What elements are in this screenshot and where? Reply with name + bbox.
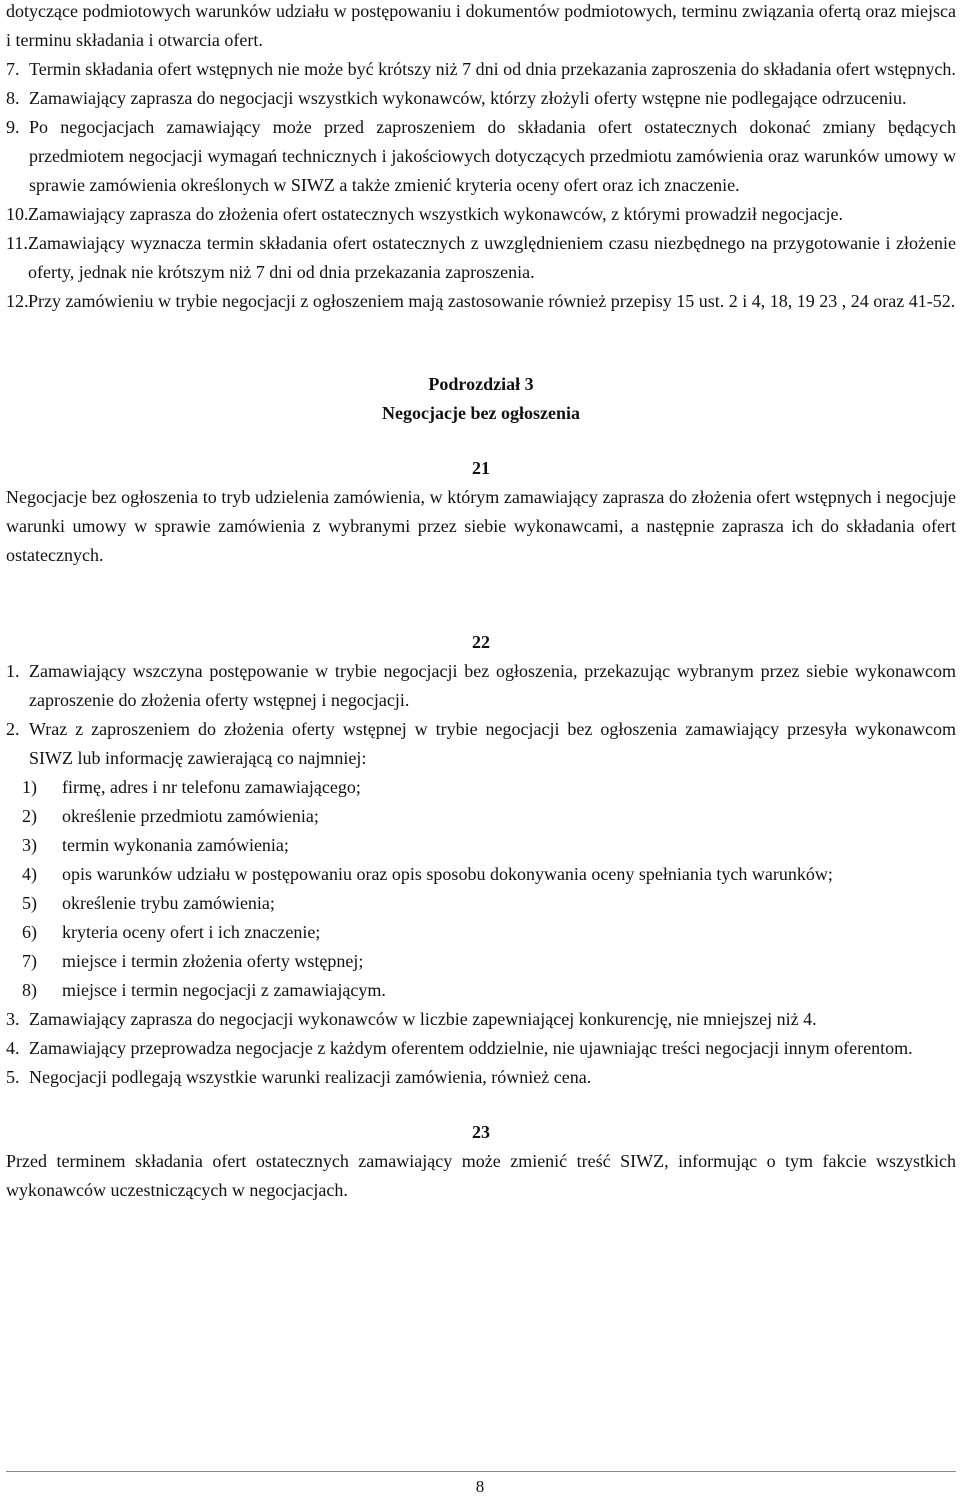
continuation-paragraph: dotyczące podmiotowych warunków udziału w postępowaniu i dokumentów podmiotowych, terminu związania ofertą oraz miejsca i terminu składania i otwarcia ofert.	[6, 1, 956, 50]
item-text: Przy zamówieniu w trybie negocjacji z ogłoszeniem mają zastosowanie również przepisy 15 ust. 2 i 4, 18, 19 23 , 24 oraz 41-52.	[28, 291, 956, 311]
sub-list-item	[6, 802, 956, 831]
item-text: Termin składania ofert wstępnych nie może być krótszy niż 7 dni od dnia przekazania zaproszenia do składania ofert wstępnych.	[29, 59, 956, 79]
item-text: Zamawiający zaprasza do złożenia ofert ostatecznych wszystkich wykonawców, z którymi prowadził negocjacje.	[28, 204, 843, 224]
item-text: Zamawiający zaprasza do negocjacji wszystkich wykonawców, którzy złożyli oferty wstępne nie podlegające odrzuceniu.	[29, 88, 907, 108]
item-number: 12.	[6, 291, 29, 311]
item-number: 2.	[6, 719, 20, 739]
list-item	[6, 715, 956, 773]
item-text: Zamawiający przeprowadza negocjacje z każdym oferentem oddzielnie, nie ujawniając treści negocjacji innym oferentom.	[29, 1038, 913, 1058]
item-text: Zamawiający wszczyna postępowanie w trybie negocjacji bez ogłoszenia, przekazując wybranym przez siebie wykonawcom zaproszenie do złożenia oferty wstępnej i negocjacji.	[29, 661, 956, 710]
item-number: 1.	[6, 661, 20, 681]
sub-item-text: opis warunków udziału w postępowaniu oraz opis sposobu dokonywania oceny spełniania tych warunków;	[62, 864, 833, 884]
page-number: 8	[475, 1477, 485, 1496]
item-number: 7.	[6, 59, 20, 79]
sub-list-item	[6, 831, 956, 860]
list-item	[6, 229, 956, 287]
sub-list-item	[6, 889, 956, 918]
list-item	[6, 55, 956, 84]
section-heading-23: 23	[472, 1122, 490, 1142]
item-number: 4.	[6, 1038, 20, 1058]
sub-item-text: określenie przedmiotu zamówienia;	[62, 806, 319, 826]
sub-item-number: 2)	[22, 806, 37, 826]
subsection-title: Podrozdział 3	[428, 374, 534, 394]
subsection-subtitle: Negocjacje bez ogłoszenia	[382, 403, 580, 423]
sub-list-item	[6, 976, 956, 1005]
list-item	[6, 84, 956, 113]
sub-item-text: firmę, adres i nr telefonu zamawiającego;	[62, 777, 361, 797]
sub-list-item	[6, 860, 956, 889]
sub-item-number: 3)	[22, 835, 37, 855]
document-page	[6, 0, 956, 1205]
list-item	[6, 1063, 956, 1092]
item-text: Wraz z zaproszeniem do złożenia oferty wstępnej w trybie negocjacji bez ogłoszenia zamawiający przesyła wykonawcom SIWZ lub informację zawierającą co najmniej:	[29, 719, 956, 768]
sub-list-item	[6, 947, 956, 976]
sub-item-number: 5)	[22, 893, 37, 913]
item-number: 10.	[6, 204, 29, 224]
item-number: 11.	[6, 233, 28, 253]
sub-item-text: miejsce i termin złożenia oferty wstępnej;	[62, 951, 364, 971]
item-text: Negocjacji podlegają wszystkie warunki realizacji zamówienia, również cena.	[29, 1067, 592, 1087]
item-number: 3.	[6, 1009, 20, 1029]
list-item	[6, 113, 956, 200]
sub-item-text: termin wykonania zamówienia;	[62, 835, 289, 855]
item-text: Po negocjacjach zamawiający może przed zaproszeniem do składania ofert ostatecznych dokonać zmiany będących przedmiotem negocjacji wymagań technicznych i jakościowych dotyczących przedmiotu zamówienia oraz warunków umowy w sprawie zamówienia określonych w SIWZ a także zmienić kryteria oceny ofert oraz ich znaczenie.	[29, 117, 956, 195]
sub-item-number: 7)	[22, 951, 37, 971]
list-item	[6, 287, 956, 316]
sub-item-text: miejsce i termin negocjacji z zamawiającym.	[62, 980, 386, 1000]
section-23-text: Przed terminem składania ofert ostatecznych zamawiający może zmienić treść SIWZ, informując o tym fakcie wszystkich wykonawców uczestniczących w negocjacjach.	[6, 1151, 956, 1200]
sub-item-number: 6)	[22, 922, 37, 942]
sub-item-number: 4)	[22, 864, 37, 884]
sub-item-number: 1)	[22, 777, 37, 797]
sub-list-item	[6, 918, 956, 947]
item-list-a	[6, 55, 956, 316]
section-heading-22: 22	[472, 632, 490, 652]
item-number: 8.	[6, 88, 20, 108]
sub-list	[6, 773, 956, 1005]
sub-item-text: określenie trybu zamówienia;	[62, 893, 275, 913]
item-text: Zamawiający zaprasza do negocjacji wykonawców w liczbie zapewniającej konkurencję, nie mniejszej niż 4.	[29, 1009, 817, 1029]
section-21-text: Negocjacje bez ogłoszenia to tryb udzielenia zamówienia, w którym zamawiający zaprasza do złożenia ofert wstępnych i negocjuje warunki umowy w sprawie zamówienia z wybranymi przez siebie wykonawcami, a następnie zaprasza ich do składania ofert ostatecznych.	[6, 487, 956, 565]
sub-item-number: 8)	[22, 980, 37, 1000]
item-text: Zamawiający wyznacza termin składania ofert ostatecznych z uwzględnieniem czasu niezbędnego na przygotowanie i złożenie oferty, jednak nie krótszym niż 7 dni od dnia przekazania zaproszenia.	[28, 233, 956, 282]
sub-item-text: kryteria oceny ofert i ich znaczenie;	[62, 922, 321, 942]
list-item	[6, 1005, 956, 1034]
section-heading-21: 21	[472, 458, 490, 478]
list-item	[6, 1034, 956, 1063]
list-item	[6, 200, 956, 229]
sub-list-item	[6, 773, 956, 802]
item-number: 5.	[6, 1067, 20, 1087]
list-item	[6, 657, 956, 715]
item-number: 9.	[6, 117, 20, 137]
